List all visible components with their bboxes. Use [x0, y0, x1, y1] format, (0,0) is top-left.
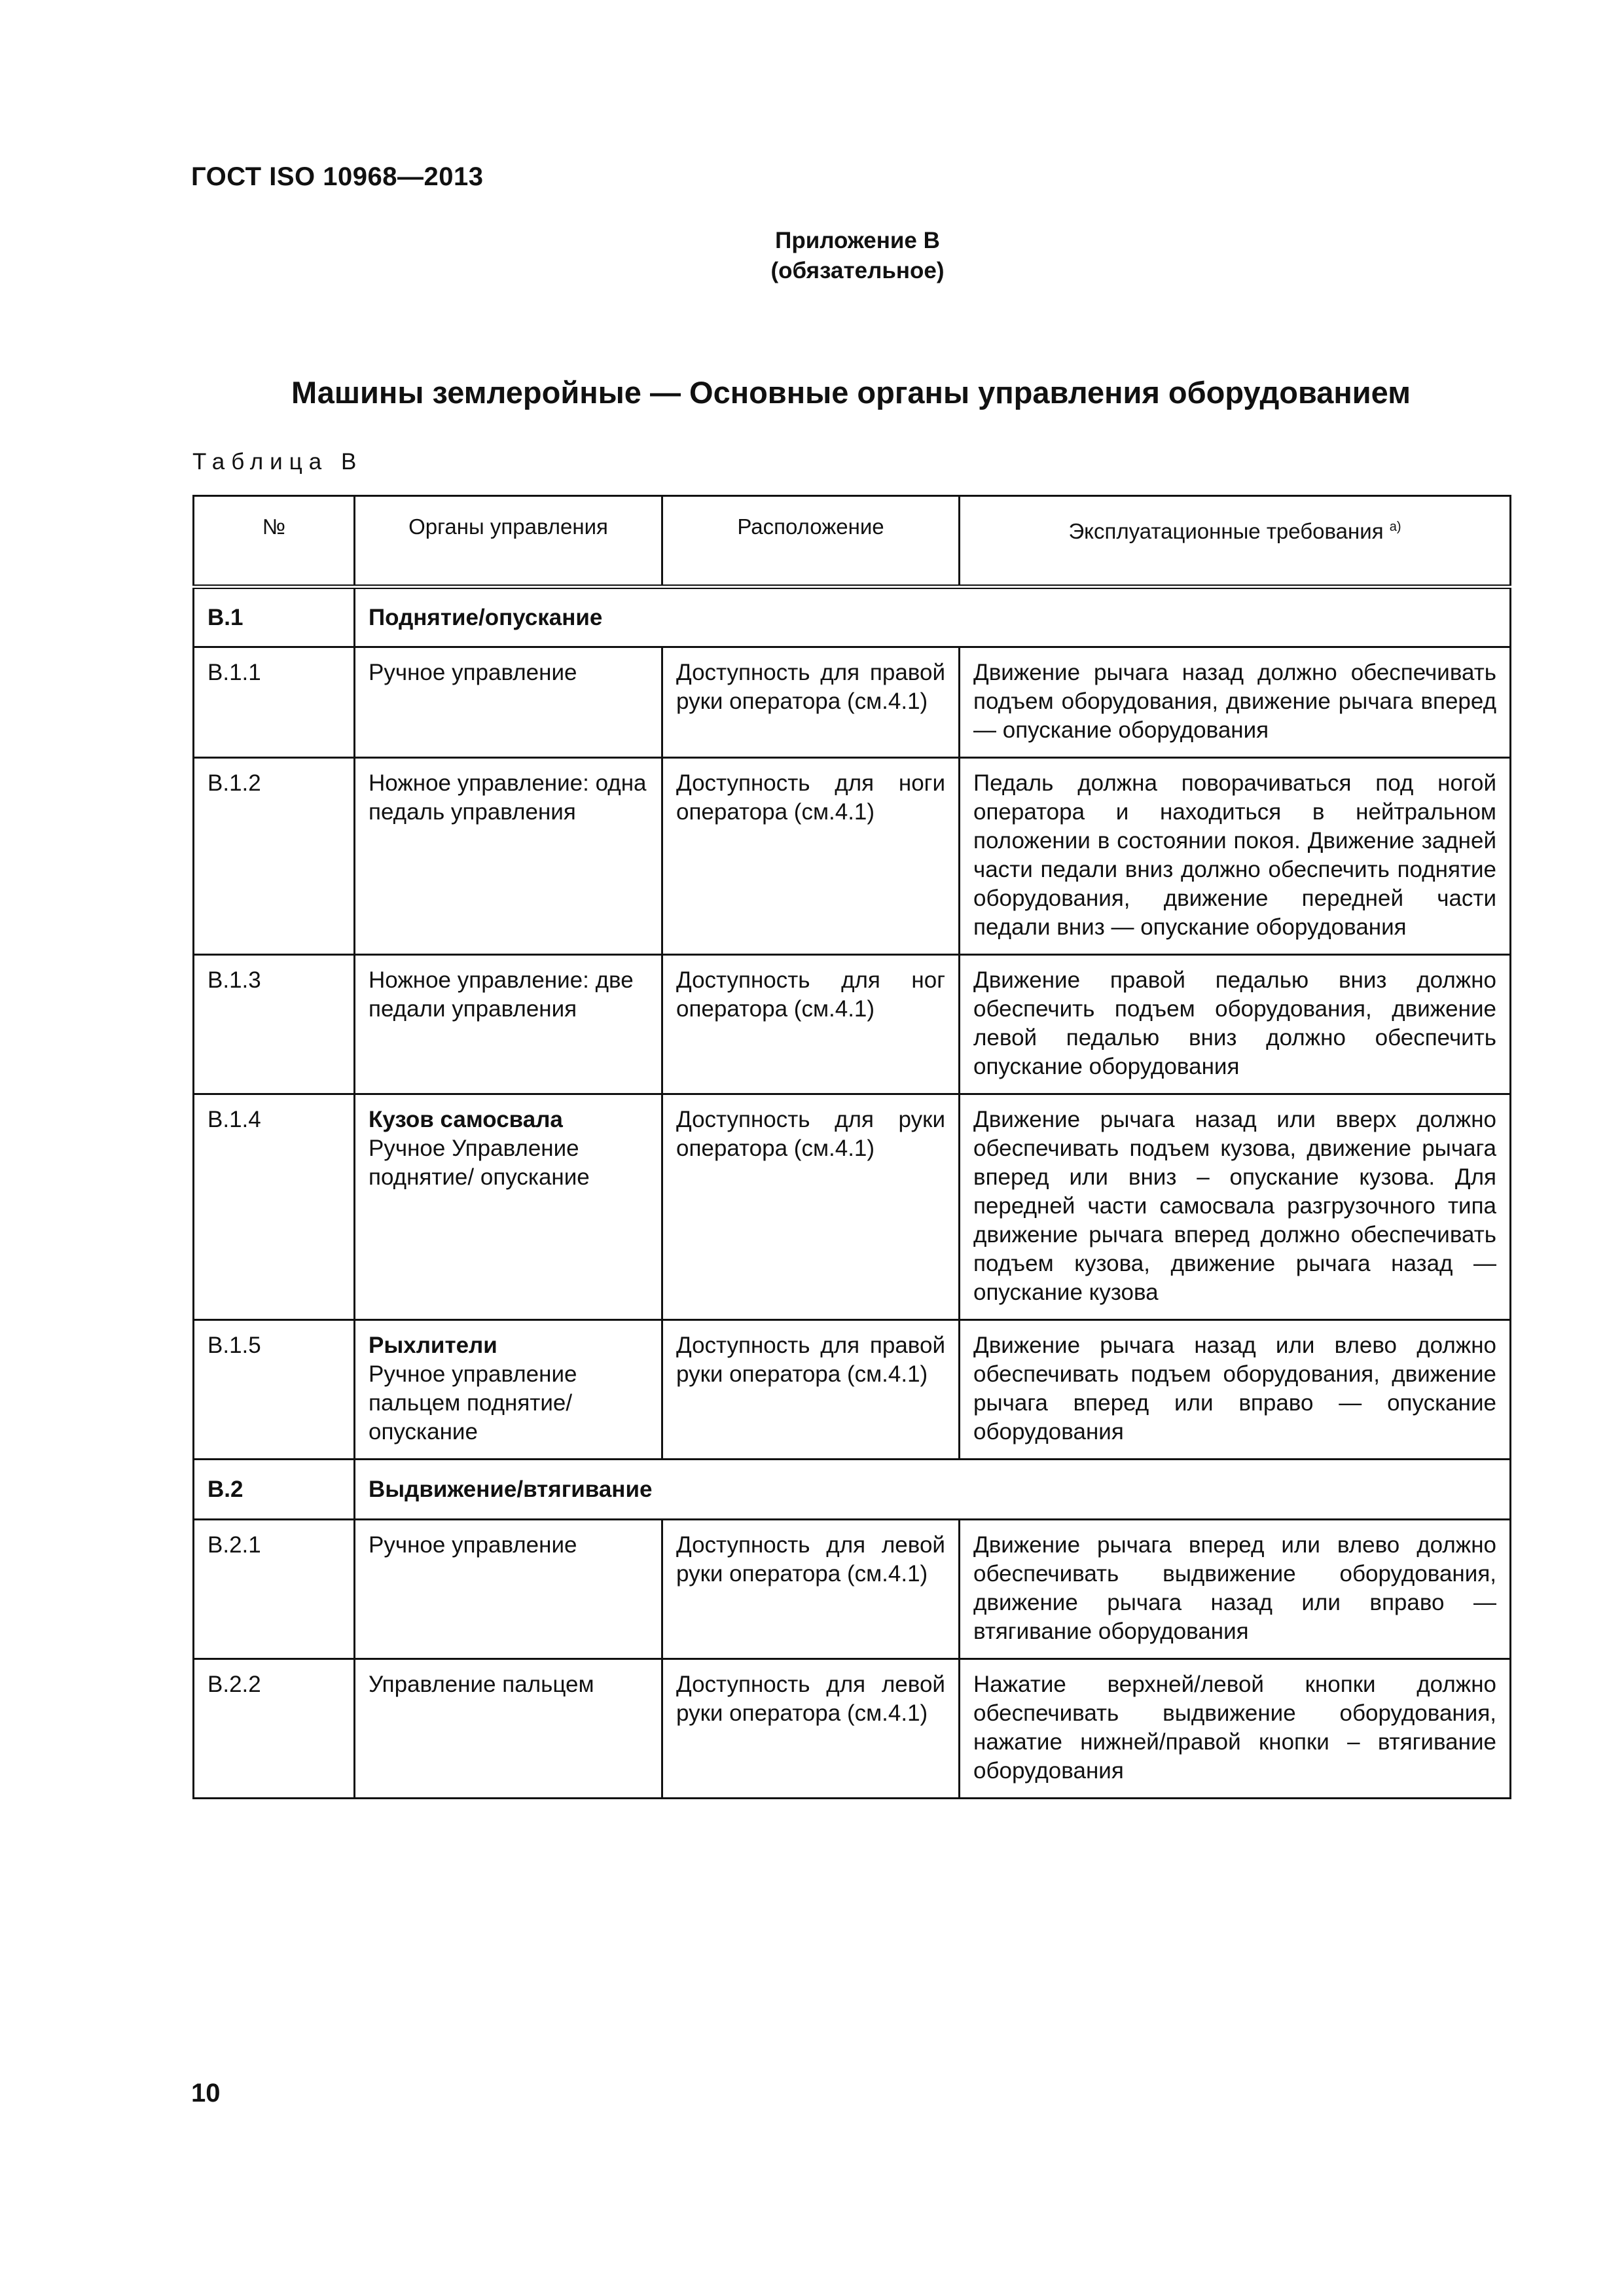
- location-cell: Доступность для левой руки оператора (см.4.1): [662, 1520, 960, 1659]
- location-cell: Доступность для руки оператора (см.4.1): [662, 1094, 960, 1320]
- control-cell: [355, 1659, 662, 1799]
- control-cell: [355, 955, 662, 1094]
- row-number: В.2.1: [194, 1520, 355, 1659]
- controls-table: [192, 495, 1511, 1799]
- control-description: Ручное управление: [369, 660, 577, 685]
- control-description: Управление пальцем: [369, 1672, 594, 1697]
- table-row: [194, 758, 1511, 955]
- section-row: [194, 587, 1511, 647]
- control-description: Ножное управление: две педали управления: [369, 967, 634, 1022]
- appendix-label: Приложение В: [775, 228, 940, 253]
- table-body: [194, 587, 1511, 1799]
- column-header-requirements: [960, 496, 1511, 587]
- location-cell: Доступность для ног оператора (см.4.1): [662, 955, 960, 1094]
- row-number: В.1.4: [194, 1094, 355, 1320]
- control-cell: [355, 647, 662, 758]
- requirements-cell: Движение рычага вперед или влево должно обеспечивать выдвижение оборудования, движение рычага назад или вправо — втягивание оборудования: [960, 1520, 1511, 1659]
- table-row: [194, 955, 1511, 1094]
- table-row: [194, 647, 1511, 758]
- requirements-cell: Движение рычага назад должно обеспечивать подъем оборудования, движение рычага вперед — опускание оборудования: [960, 647, 1511, 758]
- section-number: В.2: [194, 1460, 355, 1520]
- location-cell: Доступность для правой руки оператора (см.4.1): [662, 647, 960, 758]
- location-cell: Доступность для ноги оператора (см.4.1): [662, 758, 960, 955]
- control-category: Кузов самосвала: [369, 1107, 563, 1132]
- table-row: [194, 1320, 1511, 1460]
- control-description: Ножное управление: одна педаль управления: [369, 770, 647, 825]
- requirements-cell: Педаль должна поворачиваться под ногой оператора и находиться в нейтральном положении в состоянии покоя. Движение задней части педали вниз должно обеспечить поднятие оборудования, движение передней части педали вниз — опускание оборудования: [960, 758, 1511, 955]
- control-cell: [355, 1320, 662, 1460]
- control-cell: [355, 1520, 662, 1659]
- control-description: Ручное Управление поднятие/ опускание: [369, 1136, 590, 1190]
- table-row: [194, 1520, 1511, 1659]
- row-number: В.1.5: [194, 1320, 355, 1460]
- section-title: Поднятие/опускание: [355, 587, 1511, 647]
- appendix-heading: [694, 226, 1021, 286]
- table-row: [194, 1094, 1511, 1320]
- requirements-header-text: Эксплуатационные требования: [1068, 519, 1384, 543]
- table-caption: Таблица В: [192, 449, 363, 475]
- page-number: 10: [191, 2079, 221, 2108]
- column-header-location: Расположение: [662, 496, 960, 587]
- requirements-cell: Движение правой педалью вниз должно обеспечить подъем оборудования, движение левой педалью вниз должно обеспечить опускание оборудования: [960, 955, 1511, 1094]
- table-header-row: [194, 496, 1511, 587]
- requirements-footnote-mark: а): [1389, 520, 1401, 534]
- section-row: [194, 1460, 1511, 1520]
- requirements-cell: Движение рычага назад или вверх должно обеспечивать подъем кузова, движение рычага вперед или вниз – опускание кузова. Для передней части самосвала разгрузочного типа движение рычага вперед должно обеспечивать подъем кузова, движение рычага назад — опускание кузова: [960, 1094, 1511, 1320]
- section-title: Выдвижение/втягивание: [355, 1460, 1511, 1520]
- row-number: В.1.1: [194, 647, 355, 758]
- requirements-cell: Движение рычага назад или влево должно обеспечивать подъем оборудования, движение рычага вперед или вправо — опускание оборудования: [960, 1320, 1511, 1460]
- row-number: В.2.2: [194, 1659, 355, 1799]
- requirements-cell: Нажатие верхней/левой кнопки должно обеспечивать выдвижение оборудования, нажатие нижней/правой кнопки – втягивание оборудования: [960, 1659, 1511, 1799]
- location-cell: Доступность для левой руки оператора (см.4.1): [662, 1659, 960, 1799]
- control-description: Ручное управление: [369, 1532, 577, 1558]
- document-code: ГОСТ ISO 10968—2013: [191, 162, 484, 191]
- control-cell: [355, 758, 662, 955]
- column-header-num: №: [194, 496, 355, 587]
- section-number: В.1: [194, 587, 355, 647]
- table-row: [194, 1659, 1511, 1799]
- location-cell: Доступность для правой руки оператора (см.4.1): [662, 1320, 960, 1460]
- column-header-control: Органы управления: [355, 496, 662, 587]
- document-title: Машины землеройные — Основные органы управления оборудованием: [291, 375, 1411, 410]
- row-number: В.1.3: [194, 955, 355, 1094]
- control-cell: [355, 1094, 662, 1320]
- control-description: Ручное управление пальцем поднятие/ опускание: [369, 1361, 577, 1444]
- control-category: Рыхлители: [369, 1333, 497, 1358]
- appendix-status: (обязательное): [770, 258, 945, 283]
- row-number: В.1.2: [194, 758, 355, 955]
